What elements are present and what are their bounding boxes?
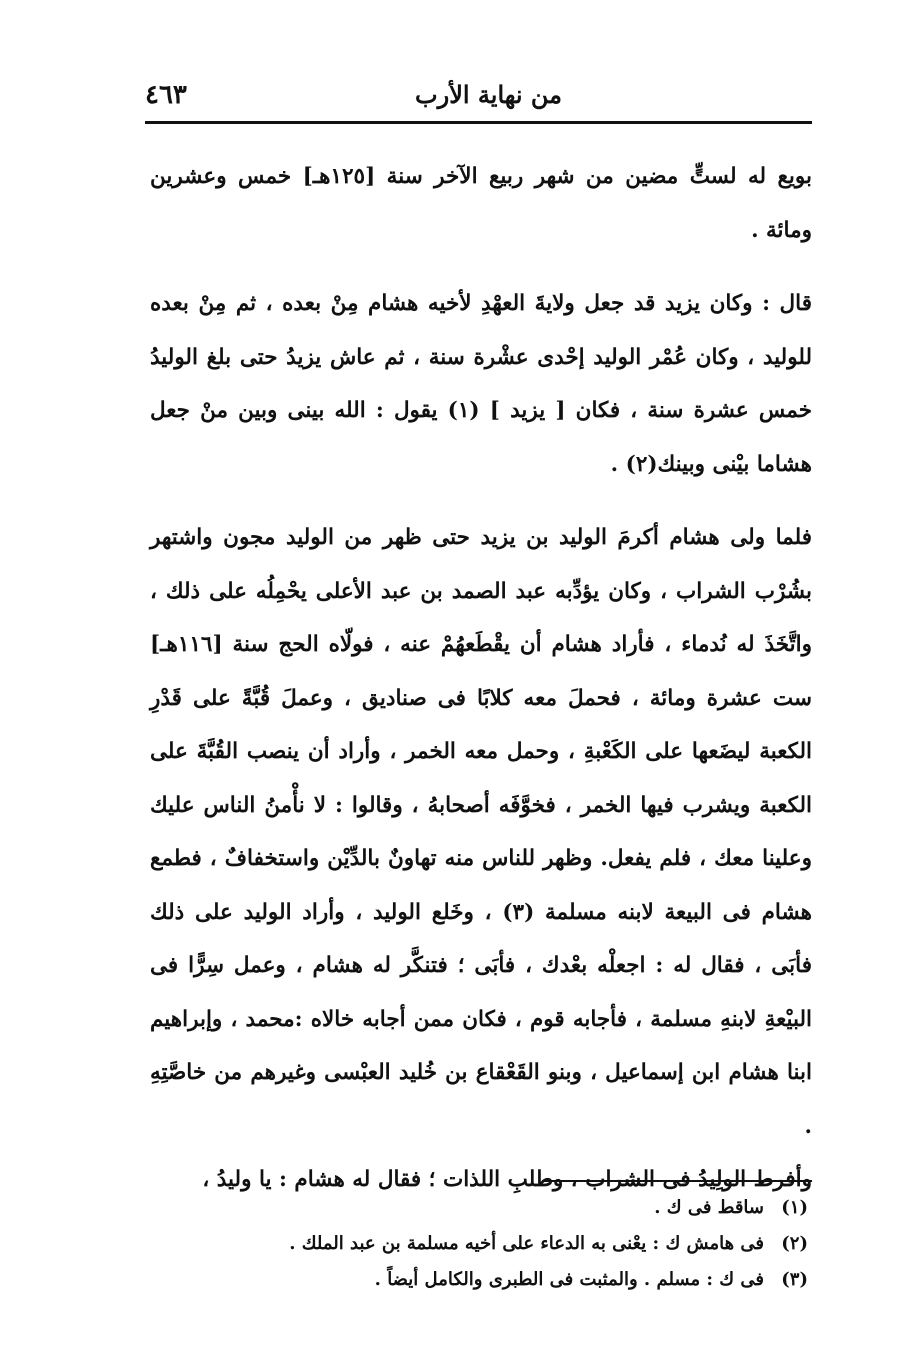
paragraph: وأفرط الولِيدُ فى الشراب ، وطلبِ اللذات ؛ فقال له هشام : يا وليدُ ، bbox=[202, 1167, 812, 1192]
footnote-text: فى هامش ك : يعْنى به الدعاء على أخيه مسلمة بن عبد الملك . bbox=[289, 1233, 764, 1254]
footnote bbox=[248, 1190, 808, 1226]
page-header bbox=[145, 72, 812, 122]
footnote-number: (٢) bbox=[781, 1233, 808, 1254]
paragraph: بويع له لستٍّ مضين من شهر ربيع الآخر سنة [١٢٥هـ] خمس وعشرين ومائة . bbox=[150, 164, 812, 243]
footnote-number: (٣) bbox=[781, 1269, 808, 1290]
footnote-number: (١) bbox=[781, 1197, 808, 1218]
page-number: ٤٦٣ bbox=[145, 80, 187, 110]
running-title: من نهاية الأرب bbox=[415, 80, 562, 109]
footnote-text: ساقط فى ك . bbox=[654, 1197, 764, 1218]
footnotes bbox=[248, 1190, 808, 1298]
paragraph: قال : وكان يزيد قد جعل ولايةَ العهْدِ لأخيه هشام مِنْ بعده ، ثم مِنْ بعده للوليد ، وكان عُمْر الوليد إحْدى عشْرة سنة ، ثم عاش يزيدُ حتى بلغ الوليدُ خمس عشرة سنة ، فكان [ يزيد ] (١) يقول : الله بينى وبين منْ جعل هشاما بيْنى وبينك(٢) . bbox=[150, 291, 812, 477]
footnote-text: فى ك : مسلم . والمثبت فى الطبرى والكامل أيضاً . bbox=[374, 1269, 764, 1290]
paragraph: فلما ولى هشام أكرمَ الوليد بن يزيد حتى ظهر من الوليد مجون واشتهر بشُرْب الشراب ، وكان يؤدِّبه عبد الصمد بن عبد الأعلى يحْمِلُه على ذلك ، واتَّخَذَ له نُدماء ، فأراد هشام أن يقْطَعهُمْ عنه ، فولّاه الحج سنة [١١٦هـ] ست عشرة ومائة ، فحملَ معه كلابًا فى صناديق ، وعملَ قُبَّةً على قَدْرِ الكعبة ليضَعها على الكَعْبةِ ، وحمل معه الخمر ، وأراد أن ينصب القُبَّةَ على الكعبة ويشرب فيها الخمر ، فخوَّفَه أصحابهُ ، وقالوا : لا نأْمنُ الناس عليك وعلينا معك ، فلم يفعل. وظهر للناس منه تهاونٌ بالدِّيْن واستخفافٌ ، فطمع هشام فى البيعة لابنه مسلمة (٣) ، وخَلع الوليد ، وأراد الوليد على ذلك فأبَى ، فقال له : اجعلْه بعْدك ، فأبَى ؛ فتنكَّر له هشام ، وعمل سِرًّا فى البيْعةِ لابنهِ مسلمة ، فأجابه قوم ، فكان ممن أجابه خالاه :محمد ، وإبراهيم ابنا هشام ابن إسماعيل ، وبنو القَعْقاع بن خُليد العبْسى وغيرهم من خاصَّتِهِ . bbox=[150, 525, 812, 1139]
footnote-rule bbox=[542, 1180, 812, 1182]
footnote bbox=[248, 1226, 808, 1262]
header-rule bbox=[145, 121, 812, 124]
main-text bbox=[150, 150, 812, 1207]
footnote bbox=[248, 1262, 808, 1298]
